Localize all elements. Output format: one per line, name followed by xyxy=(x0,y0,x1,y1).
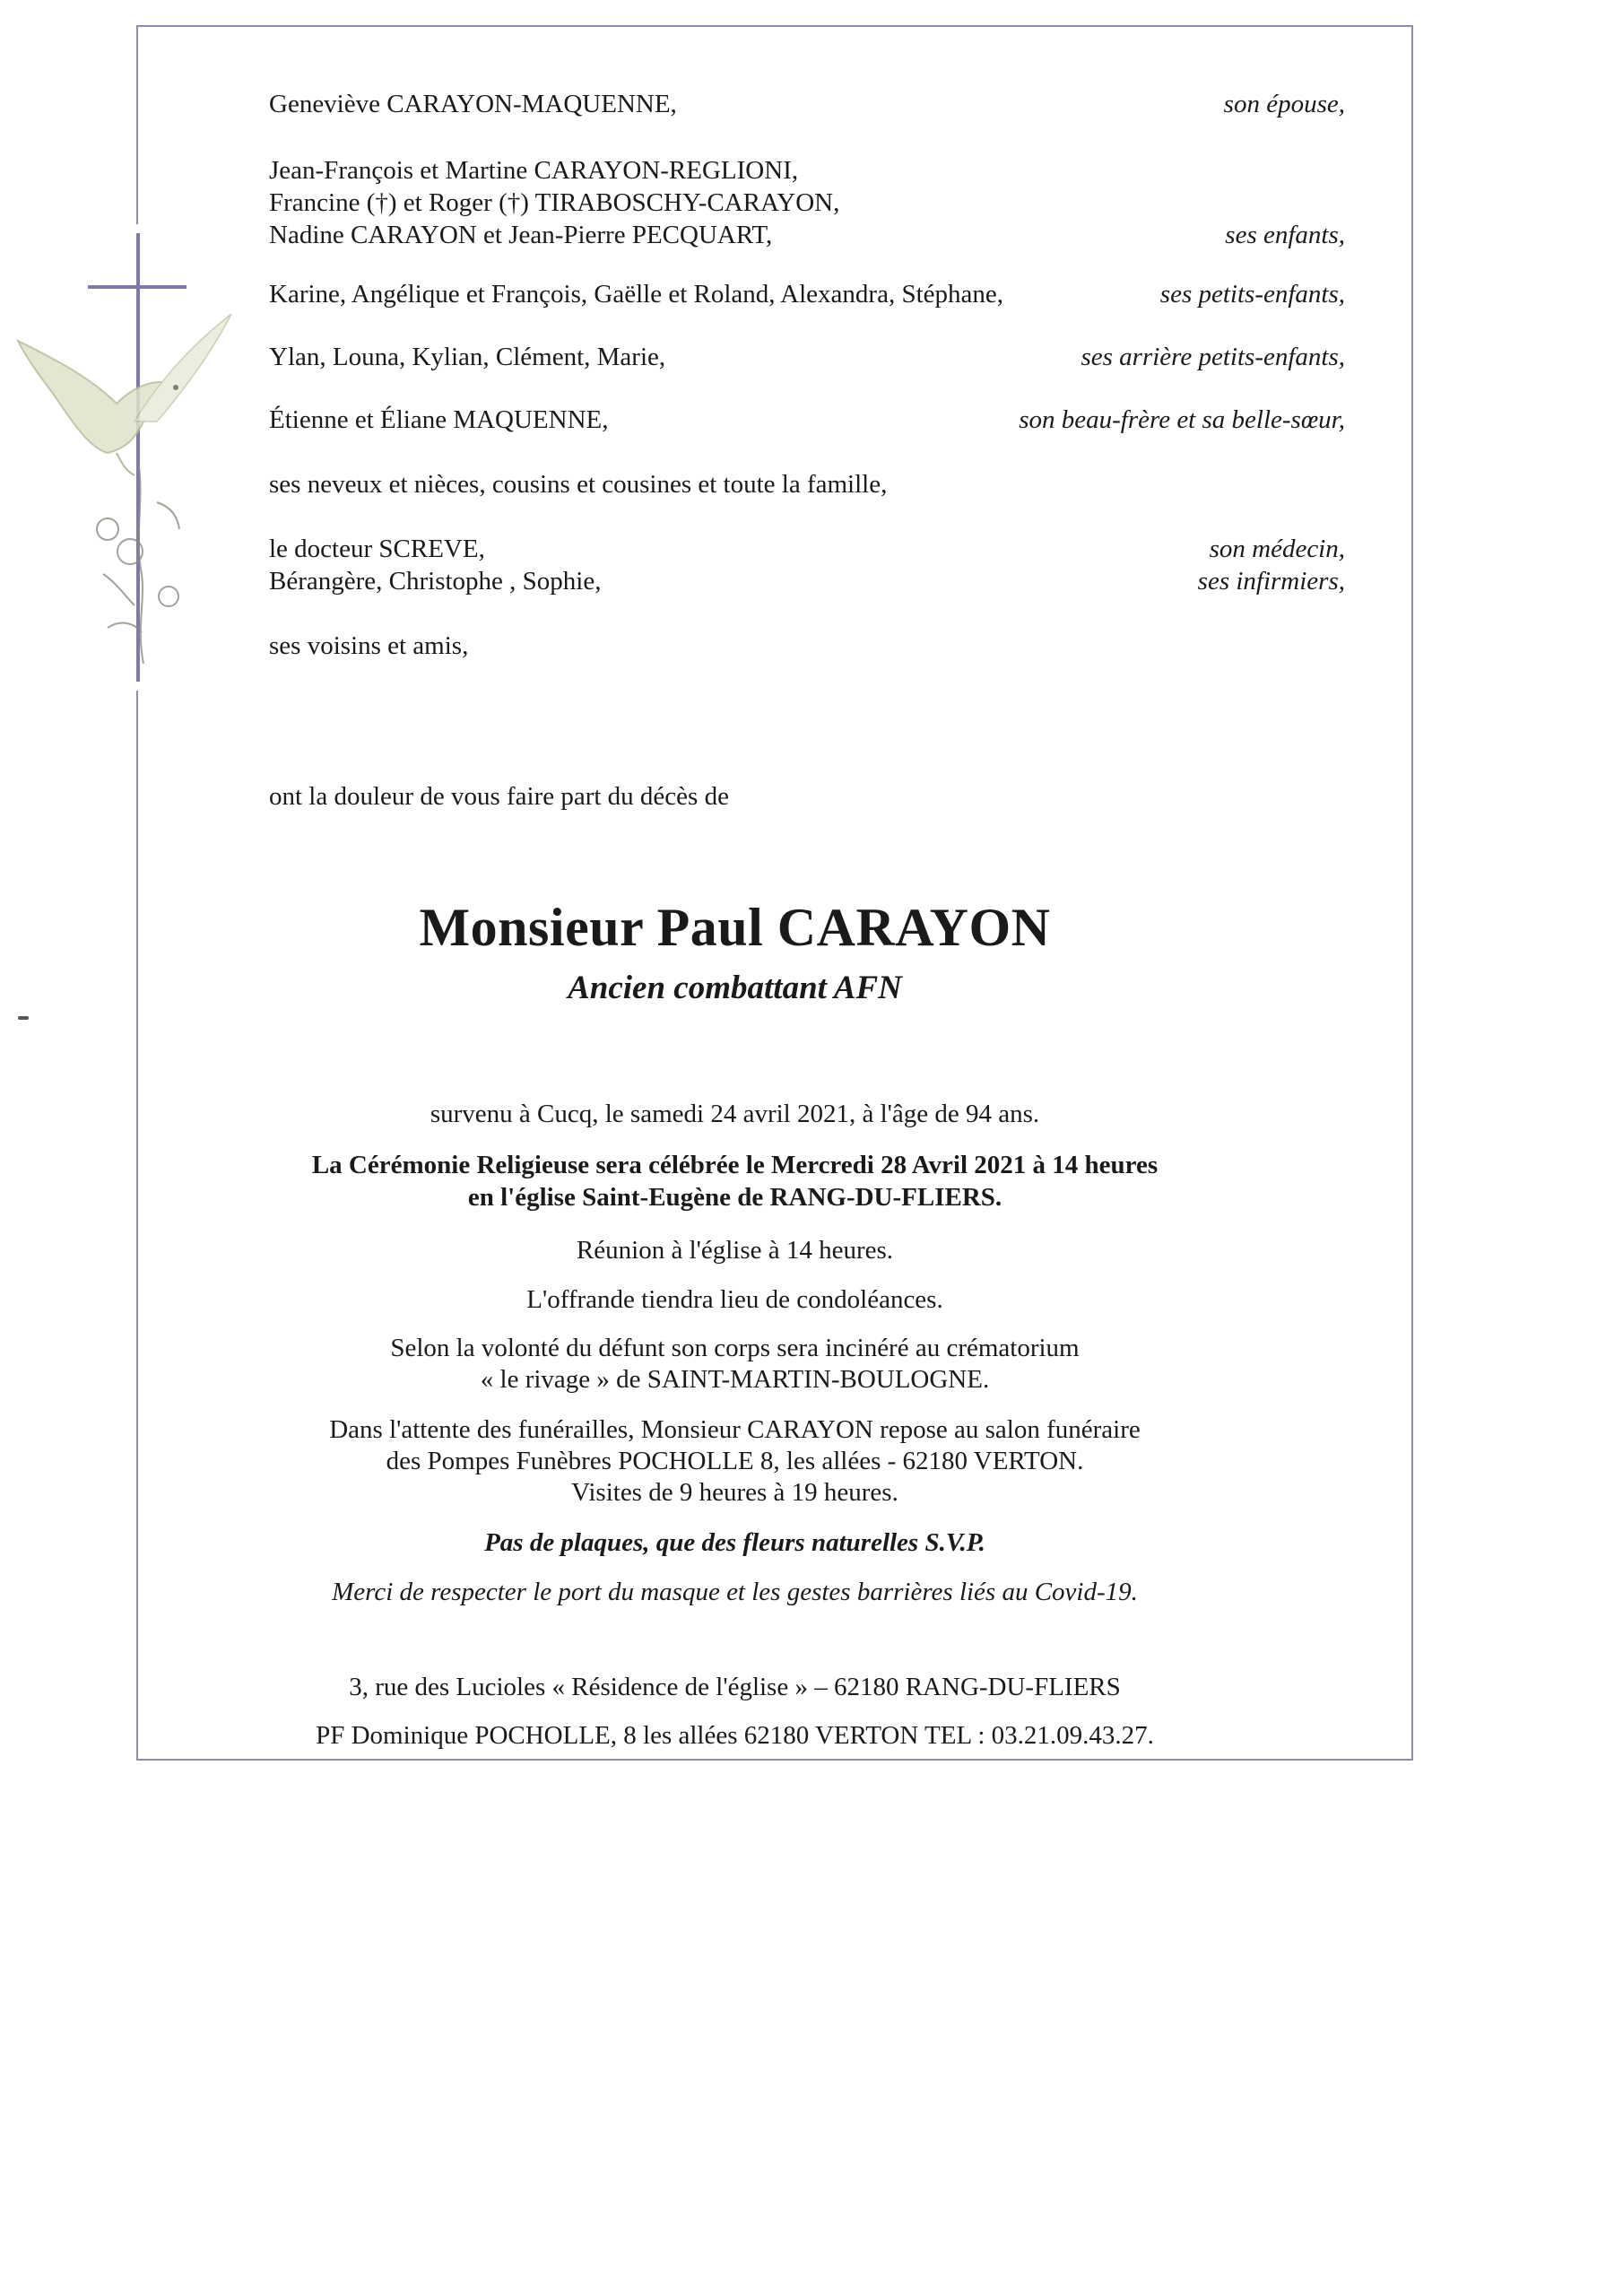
covid-note: Merci de respecter le port du masque et les gestes barrières liés au Covid-19. xyxy=(332,1578,1138,1606)
family-name-child-1: Jean-François et Martine CARAYON-REGLIONI, xyxy=(269,156,799,185)
family-role-children: ses enfants, xyxy=(1225,221,1345,249)
flowers-note: Pas de plaques, que des fleurs naturelles S.V.P. xyxy=(484,1528,985,1557)
rest-line-3: Visites de 9 heures à 19 heures. xyxy=(571,1478,898,1507)
family-role-in-laws: son beau-frère et sa belle-sœur, xyxy=(1019,405,1345,434)
home-address: 3, rue des Lucioles « Résidence de l'église » – 62180 RANG-DU-FLIERS xyxy=(349,1673,1121,1701)
family-role-grandchildren: ses petits-enfants, xyxy=(1159,280,1345,309)
announcement-intro: ont la douleur de vous faire part du décès de xyxy=(269,782,729,811)
cross-icon xyxy=(88,233,187,682)
rest-line-1: Dans l'attente des funérailles, Monsieur CARAYON repose au salon funéraire xyxy=(329,1415,1141,1444)
family-name-child-3: Nadine CARAYON et Jean-Pierre PECQUART, xyxy=(269,221,773,249)
death-info: survenu à Cucq, le samedi 24 avril 2021, à l'âge de 94 ans. xyxy=(430,1100,1040,1128)
family-name-nurses: Bérangère, Christophe , Sophie, xyxy=(269,567,602,596)
cremation-line-1: Selon la volonté du défunt son corps sera incinéré au crématorium xyxy=(390,1334,1080,1362)
ceremony-line-2: en l'église Saint-Eugène de RANG-DU-FLIERS. xyxy=(467,1183,1002,1212)
reunion-info: Réunion à l'église à 14 heures. xyxy=(576,1236,894,1265)
family-role-spouse: son épouse, xyxy=(1223,90,1345,118)
family-role-doctor: son médecin, xyxy=(1209,535,1345,563)
cross-dove-decoration xyxy=(0,0,251,700)
rest-line-2: des Pompes Funèbres POCHOLLE 8, les allées - 62180 VERTON. xyxy=(386,1447,1084,1475)
family-role-great-grandchildren: ses arrière petits-enfants, xyxy=(1081,343,1345,371)
ceremony-line-1: La Cérémonie Religieuse sera célébrée le Mercredi 28 Avril 2021 à 14 heures xyxy=(311,1151,1159,1179)
funeral-home-contact: PF Dominique POCHOLLE, 8 les allées 62180 VERTON TEL : 03.21.09.43.27. xyxy=(316,1721,1154,1750)
family-name-great-grandchildren: Ylan, Louna, Kylian, Clément, Marie, xyxy=(269,343,666,371)
scan-speck xyxy=(18,1016,29,1020)
family-name-child-2: Francine (†) et Roger (†) TIRABOSCHY-CARAYON, xyxy=(269,188,840,217)
family-name-doctor: le docteur SCREVE, xyxy=(269,535,485,563)
dove-icon xyxy=(18,314,231,475)
cremation-line-2: « le rivage » de SAINT-MARTIN-BOULOGNE. xyxy=(480,1365,990,1394)
deceased-name: Monsieur Paul CARAYON xyxy=(419,898,1051,957)
family-name-in-laws: Étienne et Éliane MAQUENNE, xyxy=(269,405,609,434)
family-role-nurses: ses infirmiers, xyxy=(1197,567,1345,596)
offering-info: L'offrande tiendra lieu de condoléances. xyxy=(526,1285,943,1314)
family-name-grandchildren: Karine, Angélique et François, Gaëlle et Roland, Alexandra, Stéphane, xyxy=(269,280,1003,309)
family-name-spouse: Geneviève CARAYON-MAQUENNE, xyxy=(269,90,677,118)
deceased-title: Ancien combattant AFN xyxy=(568,970,902,1006)
family-name-neighbors: ses voisins et amis, xyxy=(269,631,469,660)
family-name-extended: ses neveux et nièces, cousins et cousines et toute la famille, xyxy=(269,470,888,499)
